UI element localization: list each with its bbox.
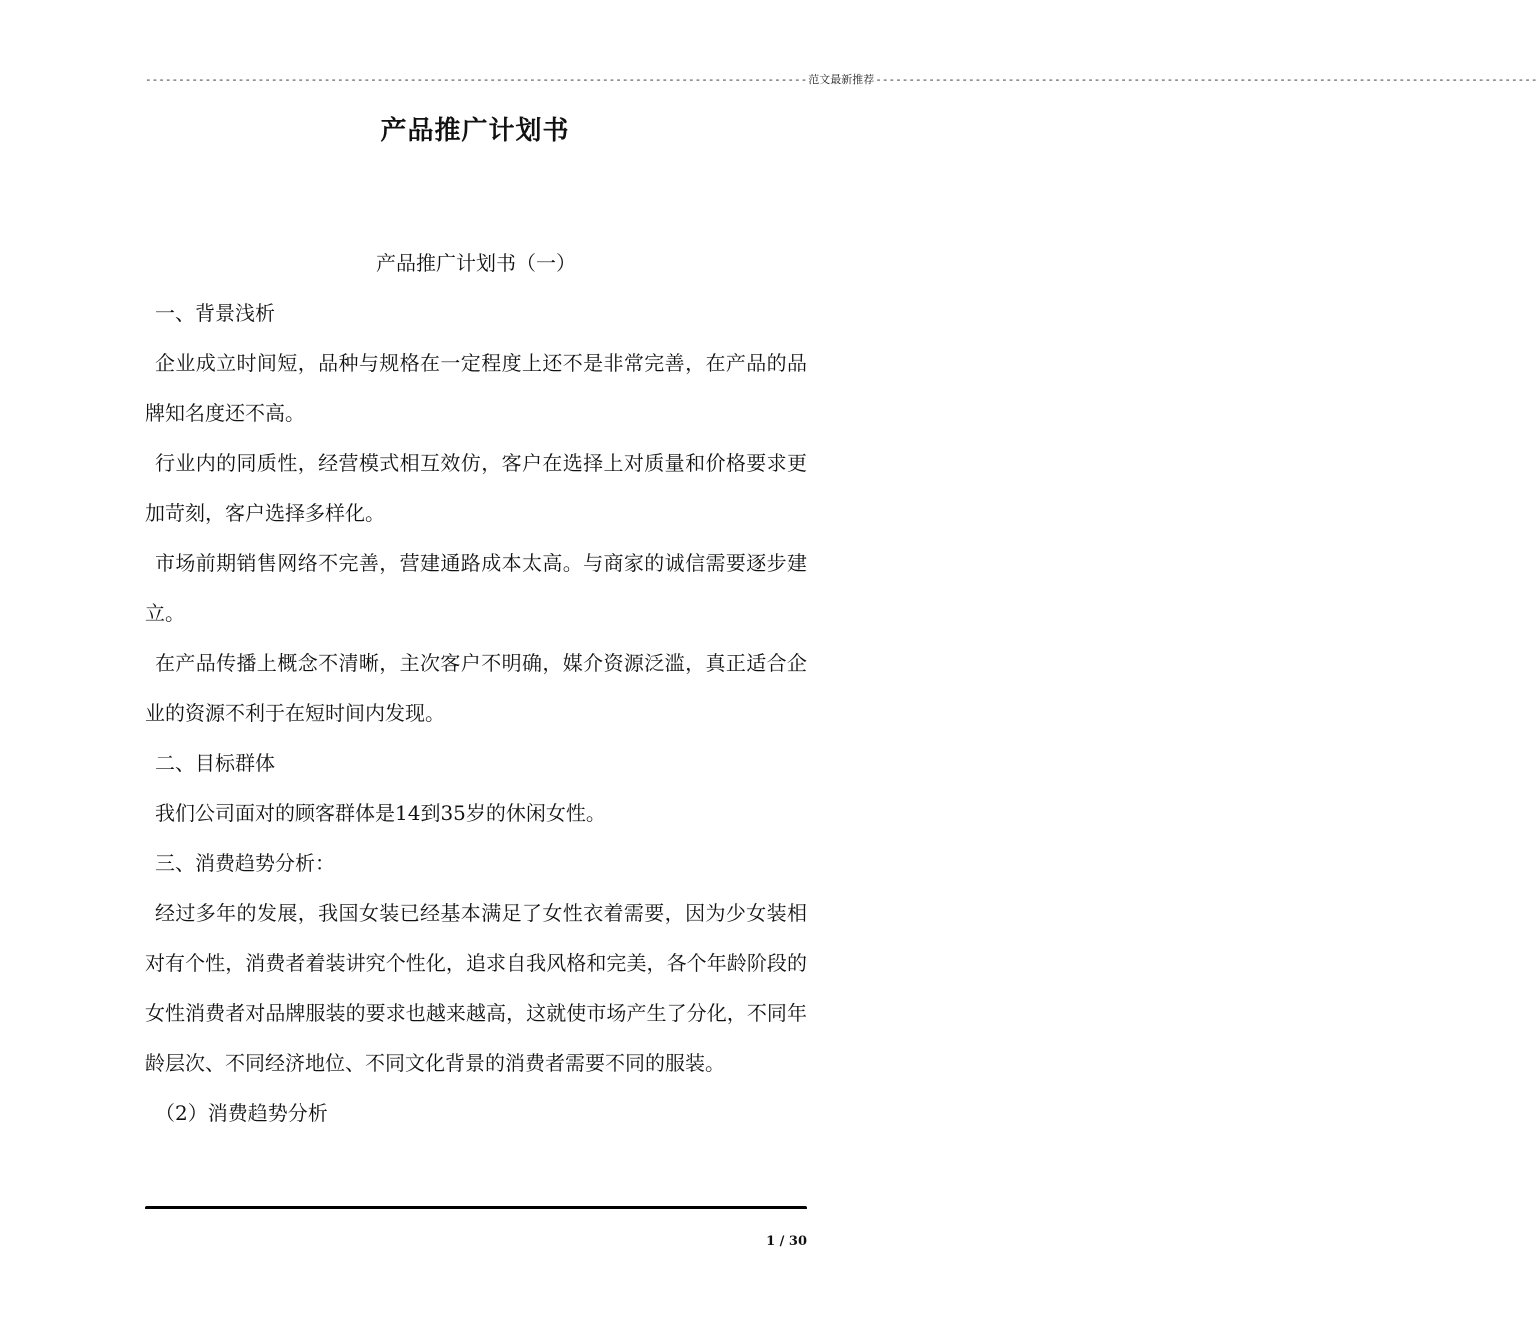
header-dash-right: ----------------------------------------------------------------------------------------------------	[875, 73, 1538, 86]
header-label: 范文最新推荐	[808, 73, 875, 86]
page-number: 1 / 30	[766, 1234, 807, 1249]
paragraph: 企业成立时间短，品种与规格在一定程度上还不是非常完善，在产品的品牌知名度还不高。	[145, 351, 807, 425]
header-dash-left: ----------------------------------------------------------------------------------------------------	[145, 73, 808, 86]
section-subtitle: 产品推广计划书（一）	[376, 251, 576, 275]
paragraph: 市场前期销售网络不完善，营建通路成本太高。与商家的诚信需要逐步建立。	[145, 551, 807, 625]
paragraph: 我们公司面对的顾客群体是14到35岁的休闲女性。	[155, 801, 606, 825]
paragraph: 经过多年的发展，我国女装已经基本满足了女性衣着需要，因为少女装相对有个性，消费者着装讲究个性化，追求自我风格和完美，各个年龄阶段的女性消费者对品牌服装的要求也越来越高，这就使市场产生了分化，不同年龄层次、不同经济地位、不同文化背景的消费者需要不同的服装。	[145, 901, 807, 1075]
paragraph: 在产品传播上概念不清晰，主次客户不明确，媒介资源泛滥，真正适合企业的资源不利于在短时间内发现。	[145, 651, 807, 725]
heading-consumption-trend: 三、消费趋势分析：	[155, 851, 335, 875]
subheading-consumption-trend: （2）消费趋势分析	[155, 1101, 328, 1125]
heading-background: 一、背景浅析	[155, 301, 275, 325]
page-header	[145, 72, 1538, 88]
heading-target-group: 二、目标群体	[155, 751, 275, 775]
document-title: 产品推广计划书	[380, 116, 570, 146]
paragraph: 行业内的同质性，经营模式相互效仿，客户在选择上对质量和价格要求更加苛刻，客户选择多样化。	[145, 451, 807, 525]
document-body	[145, 238, 807, 1138]
footer-divider	[145, 1206, 807, 1210]
